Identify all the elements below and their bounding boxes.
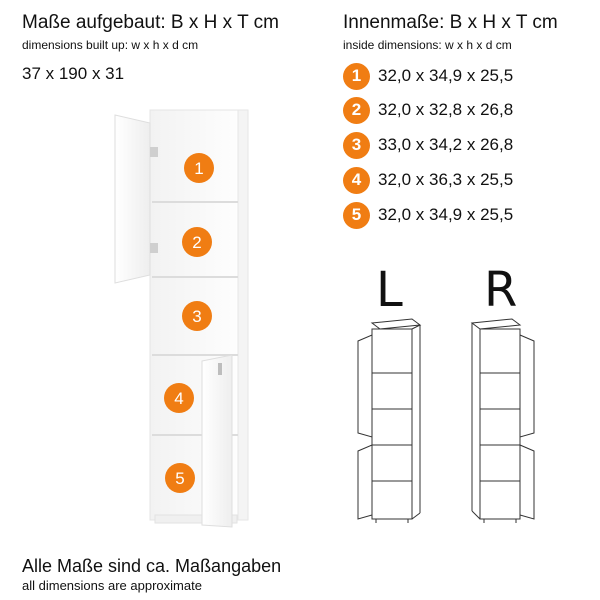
footer-subtitle: all dimensions are approximate (22, 578, 202, 593)
compartment-marker-label-2: 2 (192, 233, 202, 252)
compartment-marker-label-5: 5 (175, 469, 185, 488)
inner-dimension-value-4: 32,0 x 36,3 x 25,5 (378, 170, 514, 189)
inner-dimension-row-5 (343, 201, 513, 229)
outer-dimensions-title: Maße aufgebaut: B x H x T cm (22, 12, 279, 33)
compartment-badge-1: 1 (343, 63, 370, 90)
compartment-badge-2: 2 (343, 97, 370, 124)
compartment-badge-3: 3 (343, 132, 370, 159)
inner-dimension-row-1 (343, 62, 513, 90)
compartment-marker-label-3: 3 (192, 307, 202, 326)
cabinet-side-panel (238, 110, 248, 520)
variant-left-drawing (350, 315, 430, 525)
outer-dimensions-value: 37 x 190 x 31 (22, 64, 125, 83)
inner-dimension-value-5: 32,0 x 34,9 x 25,5 (378, 205, 514, 224)
compartment-marker-label-4: 4 (174, 389, 184, 408)
compartment-badge-4: 4 (343, 167, 370, 194)
inner-dimensions-title: Innenmaße: B x H x T cm (343, 12, 558, 33)
inner-dimension-row-4 (343, 166, 513, 194)
outer-dimensions-subtitle: dimensions built up: w x h x d cm (22, 38, 199, 52)
variant-right-drawing (462, 315, 542, 525)
hinge-icon (150, 147, 158, 157)
inner-dimensions-subtitle: inside dimensions: w x h x d cm (343, 38, 512, 52)
inner-dimension-value-3: 33,0 x 34,2 x 26,8 (378, 135, 514, 154)
lower-door (202, 355, 232, 527)
inner-dimension-row-3 (343, 131, 513, 159)
inner-dimension-value-2: 32,0 x 32,8 x 26,8 (378, 100, 514, 119)
footer-title: Alle Maße sind ca. Maßangaben (22, 556, 282, 576)
inner-dimension-value-1: 32,0 x 34,9 x 25,5 (378, 66, 514, 85)
door-handle (218, 363, 222, 375)
upper-door (115, 115, 150, 283)
variant-right-label: R (484, 262, 518, 318)
inner-dimension-row-2 (343, 96, 513, 124)
hinge-icon (150, 243, 158, 253)
cabinet-illustration (100, 105, 260, 530)
compartment-marker-label-1: 1 (194, 159, 204, 178)
variant-left-label: L (376, 262, 403, 318)
compartment-badge-5: 5 (343, 202, 370, 229)
